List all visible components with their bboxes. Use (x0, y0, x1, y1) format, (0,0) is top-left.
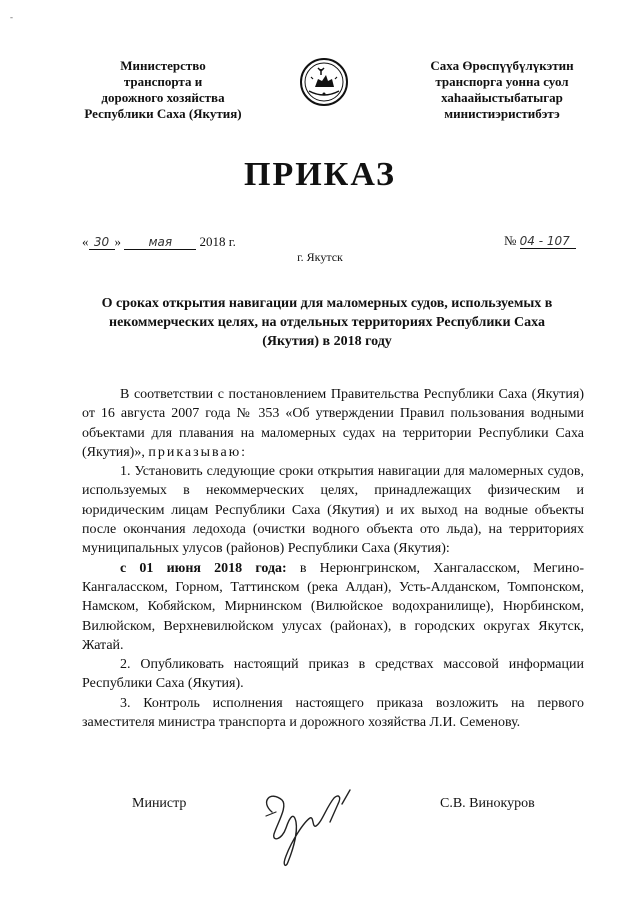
issue-city: г. Якутск (297, 250, 343, 264)
ministry-header-sakha (402, 58, 602, 122)
date-close-quote: » (114, 234, 121, 249)
districts-list: в Нерюнгринском, Хангаласском, Мегино-Кангаласском, Горном, Таттинском (река Алдан), Усть-Алданском, Томпонском, Намском, Кобяйском, Мирнинском (Вилюйское водохранилище), Нюрбинском, Вилюйском, Верхневилюйском улусах (районах), в городских округах Якутск, Жатай. (82, 560, 584, 653)
number-prefix: № (504, 233, 517, 248)
header-line: Республики Саха (Якутия) (84, 106, 242, 121)
clause-3-paragraph: 3. Контроль исполнения настоящего приказа возложить на первого заместителя министра транспорта и дорожного хозяйства Л.И. Семенову. (82, 695, 584, 731)
header-line: транспорга уонна суол (435, 74, 569, 89)
clause-2-paragraph: 2. Опубликовать настоящий приказ в средствах массовой информации Республики Саха (Якутия). (82, 657, 584, 692)
header-line: дорожного хозяйства (101, 90, 225, 105)
order-body (82, 385, 584, 732)
clause-1-paragraph: 1. Установить следующие сроки открытия навигации для маломерных судов, используемых в некоммерческих целях, принадлежащих физическим и юридическим лицам Республики Саха (Якутия) и их выход на водные объекты после окончания ледохода (очистки водного объекта ото льда), на территориях муниципальных улусов (районов) Республики Саха (Якутия): (82, 464, 584, 557)
number-value: 04 - 107 (520, 234, 576, 249)
order-date (82, 234, 236, 250)
subject-line: О сроках открытия навигации для маломерных судов, используемых в (101, 296, 553, 311)
corner-mark: - (10, 12, 13, 22)
header-line: хаһаайыстыбатыгар (441, 90, 563, 105)
date-open-quote: « (82, 234, 89, 249)
preamble-text: В соответствии с постановлением Правительства Республики Саха (Якутия) от 16 августа 2007 года № 353 «Об утверждении Правил пользования водными объектами для плавания на маломерных судах на территории Республики Саха (Якутия)», (82, 387, 584, 460)
date-day: 30 (89, 235, 115, 250)
order-number (504, 233, 576, 249)
subject-line: некоммерческих целях, на отдельных территориях Республики Саха (109, 315, 545, 330)
signatory-position: Министр (132, 796, 187, 811)
document-title: ПРИКАЗ (244, 156, 396, 193)
navigation-date: с 01 июня 2018 года: (120, 560, 287, 576)
handwritten-signature (252, 782, 362, 872)
header-line: транспорта и (123, 74, 203, 89)
navigation-date-paragraph (82, 559, 584, 655)
signatory-name: С.В. Винокуров (440, 796, 535, 811)
header-line: Министерство (120, 58, 206, 73)
ministry-header-russian (58, 58, 268, 122)
preamble-paragraph (82, 385, 584, 462)
sakha-emblem-icon (299, 57, 349, 107)
header-line: Саха Өрөспүүбүлүкэтин (430, 58, 574, 73)
header-line: министиэристибэтэ (444, 106, 560, 121)
date-year: 2018 г. (199, 234, 236, 249)
subject-line: (Якутия) в 2018 году (262, 334, 392, 349)
date-month: мая (124, 235, 196, 250)
order-keyword: приказываю: (148, 444, 248, 460)
order-subject (82, 294, 572, 351)
